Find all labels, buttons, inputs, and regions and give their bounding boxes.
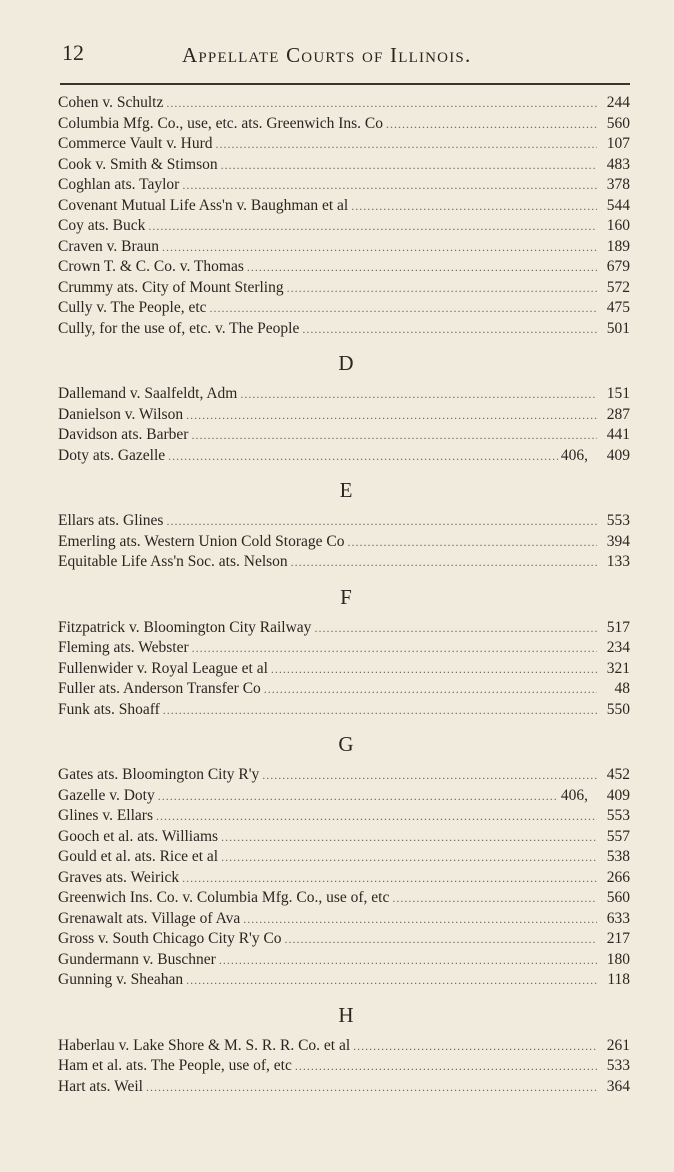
case-name: Crown T. & C. Co. v. Thomas xyxy=(58,258,244,275)
page-ref: 533 xyxy=(606,1057,630,1074)
page-ref: 560 xyxy=(606,114,630,132)
dot-leader xyxy=(182,871,597,886)
page-ref: 538 xyxy=(606,848,630,865)
dot-leader xyxy=(219,953,597,968)
index-entry xyxy=(58,385,630,406)
case-name: Cully v. The People, etc xyxy=(58,299,207,316)
dot-leader xyxy=(271,662,597,677)
index-entry xyxy=(58,512,630,533)
page-ref: 266 xyxy=(606,868,630,886)
index-entry xyxy=(58,889,630,910)
dot-leader xyxy=(221,850,597,865)
index-entry xyxy=(58,701,630,722)
dot-leader xyxy=(302,322,597,337)
index-entry xyxy=(58,156,630,177)
additional-page-ref: 406, xyxy=(560,786,588,804)
case-name: Greenwich Ins. Co. v. Columbia Mfg. Co., use of, etc xyxy=(58,889,390,906)
dot-leader xyxy=(221,830,597,845)
index-entry xyxy=(58,320,630,341)
index-entry xyxy=(58,406,630,427)
index-entry xyxy=(58,619,630,640)
index-entry xyxy=(58,279,630,300)
index-entry xyxy=(58,951,630,972)
case-index xyxy=(58,94,630,1098)
index-entry xyxy=(58,135,630,156)
dot-leader xyxy=(166,96,597,111)
case-name: Cohen v. Schultz xyxy=(58,94,164,111)
page-ref: 409 xyxy=(606,786,630,804)
case-name: Craven v. Braun xyxy=(58,237,160,255)
page-ref: 107 xyxy=(606,135,630,152)
page-ref: 133 xyxy=(606,553,630,570)
dot-leader xyxy=(186,408,597,423)
section-letter: G xyxy=(338,732,354,756)
page-ref: 572 xyxy=(606,278,630,296)
case-name: Commerce Vault v. Hurd xyxy=(58,135,213,152)
dot-leader xyxy=(186,973,597,988)
dot-leader xyxy=(166,514,597,529)
page-ref: 560 xyxy=(606,889,630,906)
index-entry xyxy=(58,94,630,115)
page-ref: 321 xyxy=(606,659,630,677)
case-name: Coy ats. Buck xyxy=(58,217,146,234)
index-entry xyxy=(58,660,630,681)
dot-leader xyxy=(168,449,558,464)
page-ref: 244 xyxy=(606,94,630,111)
page-ref: 633 xyxy=(606,909,630,927)
dot-leader xyxy=(148,219,597,234)
page-ref: 409 xyxy=(606,446,630,464)
page-ref: 452 xyxy=(606,766,630,783)
dot-leader xyxy=(192,641,597,656)
dot-leader xyxy=(182,178,597,193)
page-ref: 48 xyxy=(614,680,630,697)
page-ref: 378 xyxy=(606,176,630,193)
page-ref: 217 xyxy=(606,930,630,947)
case-name: Gundermann v. Buschner xyxy=(58,950,216,968)
case-name: Fleming ats. Webster xyxy=(58,639,189,656)
index-entry xyxy=(58,1037,630,1058)
dot-leader xyxy=(156,809,597,824)
dot-leader xyxy=(295,1059,597,1074)
index-entry xyxy=(58,971,630,992)
index-entry xyxy=(58,447,630,468)
index-entry xyxy=(58,1057,630,1078)
page-ref: 679 xyxy=(606,258,630,275)
dot-leader xyxy=(243,912,597,927)
dot-leader xyxy=(287,281,597,296)
index-entry xyxy=(58,639,630,660)
index-entry xyxy=(58,217,630,238)
index-entry xyxy=(58,828,630,849)
case-name: Glines v. Ellars xyxy=(58,807,153,824)
case-name: Gross v. South Chicago City R'y Co xyxy=(58,930,282,947)
case-name: Gazelle v. Doty xyxy=(58,786,155,804)
dot-leader xyxy=(163,703,597,718)
case-name: Funk ats. Shoaff xyxy=(58,700,160,718)
case-name: Fitzpatrick v. Bloomington City Railway xyxy=(58,618,312,636)
dot-leader xyxy=(162,240,597,255)
index-entry xyxy=(58,848,630,869)
index-entry xyxy=(58,176,630,197)
index-entry xyxy=(58,197,630,218)
index-entry xyxy=(58,869,630,890)
section-letter: E xyxy=(339,478,353,502)
page-ref: 501 xyxy=(606,319,630,337)
dot-leader xyxy=(386,117,597,132)
index-entry xyxy=(58,1078,630,1099)
dot-leader xyxy=(291,555,597,570)
index-entry xyxy=(58,910,630,931)
page-number: 12 xyxy=(62,40,84,65)
index-entry xyxy=(58,238,630,259)
dot-leader xyxy=(351,199,597,214)
case-name: Gunning v. Sheahan xyxy=(58,971,184,988)
case-name: Emerling ats. Western Union Cold Storage Co xyxy=(58,532,345,550)
dot-leader xyxy=(158,789,558,804)
page-ref: 151 xyxy=(606,385,630,402)
index-entry xyxy=(58,787,630,808)
case-name: Coghlan ats. Taylor xyxy=(58,176,180,193)
case-name: Gates ats. Bloomington City R'y xyxy=(58,766,260,783)
case-name: Doty ats. Gazelle xyxy=(58,446,166,464)
index-entry xyxy=(58,930,630,951)
dot-leader xyxy=(240,387,597,402)
page-ref: 118 xyxy=(607,971,630,988)
page-ref: 475 xyxy=(606,299,630,316)
header-rule xyxy=(60,83,630,85)
case-name: Columbia Mfg. Co., use, etc. ats. Greenwich Ins. Co xyxy=(58,114,384,132)
case-name: Cook v. Smith & Stimson xyxy=(58,155,218,173)
index-entry xyxy=(58,766,630,787)
page-ref: 234 xyxy=(606,639,630,656)
page-ref: 544 xyxy=(606,196,630,214)
section-letter: D xyxy=(338,351,354,375)
dot-leader xyxy=(210,301,597,316)
dot-leader xyxy=(146,1080,597,1095)
case-name: Graves ats. Weirick xyxy=(58,868,180,886)
index-entry xyxy=(58,553,630,574)
page-ref: 261 xyxy=(606,1036,630,1054)
index-entry xyxy=(58,680,630,701)
index-entry xyxy=(58,807,630,828)
case-name: Gould et al. ats. Rice et al xyxy=(58,848,219,865)
dot-leader xyxy=(262,768,597,783)
page-ref: 550 xyxy=(606,700,630,718)
case-name: Grenawalt ats. Village of Ava xyxy=(58,909,241,927)
dot-leader xyxy=(285,932,597,947)
dot-leader xyxy=(347,535,597,550)
dot-leader xyxy=(191,428,597,443)
dot-leader xyxy=(264,682,597,697)
additional-page-ref: 406, xyxy=(560,446,588,464)
case-name: Fullenwider v. Royal League et al xyxy=(58,659,268,677)
index-entry xyxy=(58,426,630,447)
page-ref: 364 xyxy=(606,1077,630,1095)
page-ref: 553 xyxy=(606,512,630,529)
case-name: Hart ats. Weil xyxy=(58,1077,143,1095)
dot-leader xyxy=(392,891,597,906)
case-name: Gooch et al. ats. Williams xyxy=(58,827,219,845)
case-name: Danielson v. Wilson xyxy=(58,405,184,423)
case-name: Fuller ats. Anderson Transfer Co xyxy=(58,680,261,697)
section-letter: H xyxy=(338,1002,354,1027)
index-entry xyxy=(58,115,630,136)
case-name: Covenant Mutual Life Ass'n v. Baughman et al xyxy=(58,196,349,214)
page-ref: 441 xyxy=(606,426,630,443)
case-name: Davidson ats. Barber xyxy=(58,426,189,443)
dot-leader xyxy=(216,137,597,152)
dot-leader xyxy=(221,158,597,173)
page-ref: 557 xyxy=(606,827,630,845)
page-ref: 553 xyxy=(606,807,630,824)
page-ref: 287 xyxy=(606,405,630,423)
case-name: Equitable Life Ass'n Soc. ats. Nelson xyxy=(58,553,288,570)
page-ref: 483 xyxy=(606,155,630,173)
dot-leader xyxy=(353,1039,597,1054)
case-name: Ham et al. ats. The People, use of, etc xyxy=(58,1057,292,1074)
case-name: Dallemand v. Saalfeldt, Adm xyxy=(58,385,238,402)
running-title: Appellate Courts of Illinois. xyxy=(182,43,472,67)
case-name: Ellars ats. Glines xyxy=(58,512,164,529)
page-ref: 180 xyxy=(606,950,630,968)
page-ref: 160 xyxy=(606,217,630,234)
case-name: Cully, for the use of, etc. v. The People xyxy=(58,319,300,337)
case-name: Crummy ats. City of Mount Sterling xyxy=(58,278,284,296)
page-ref: 517 xyxy=(606,618,630,636)
index-entry xyxy=(58,299,630,320)
dot-leader xyxy=(314,621,597,636)
index-entry xyxy=(58,533,630,554)
index-entry xyxy=(58,258,630,279)
section-letter: F xyxy=(340,584,352,609)
page-ref: 394 xyxy=(606,532,630,550)
page-ref: 189 xyxy=(606,237,630,255)
dot-leader xyxy=(247,260,597,275)
case-name: Haberlau v. Lake Shore & M. S. R. R. Co. et al xyxy=(58,1036,351,1054)
